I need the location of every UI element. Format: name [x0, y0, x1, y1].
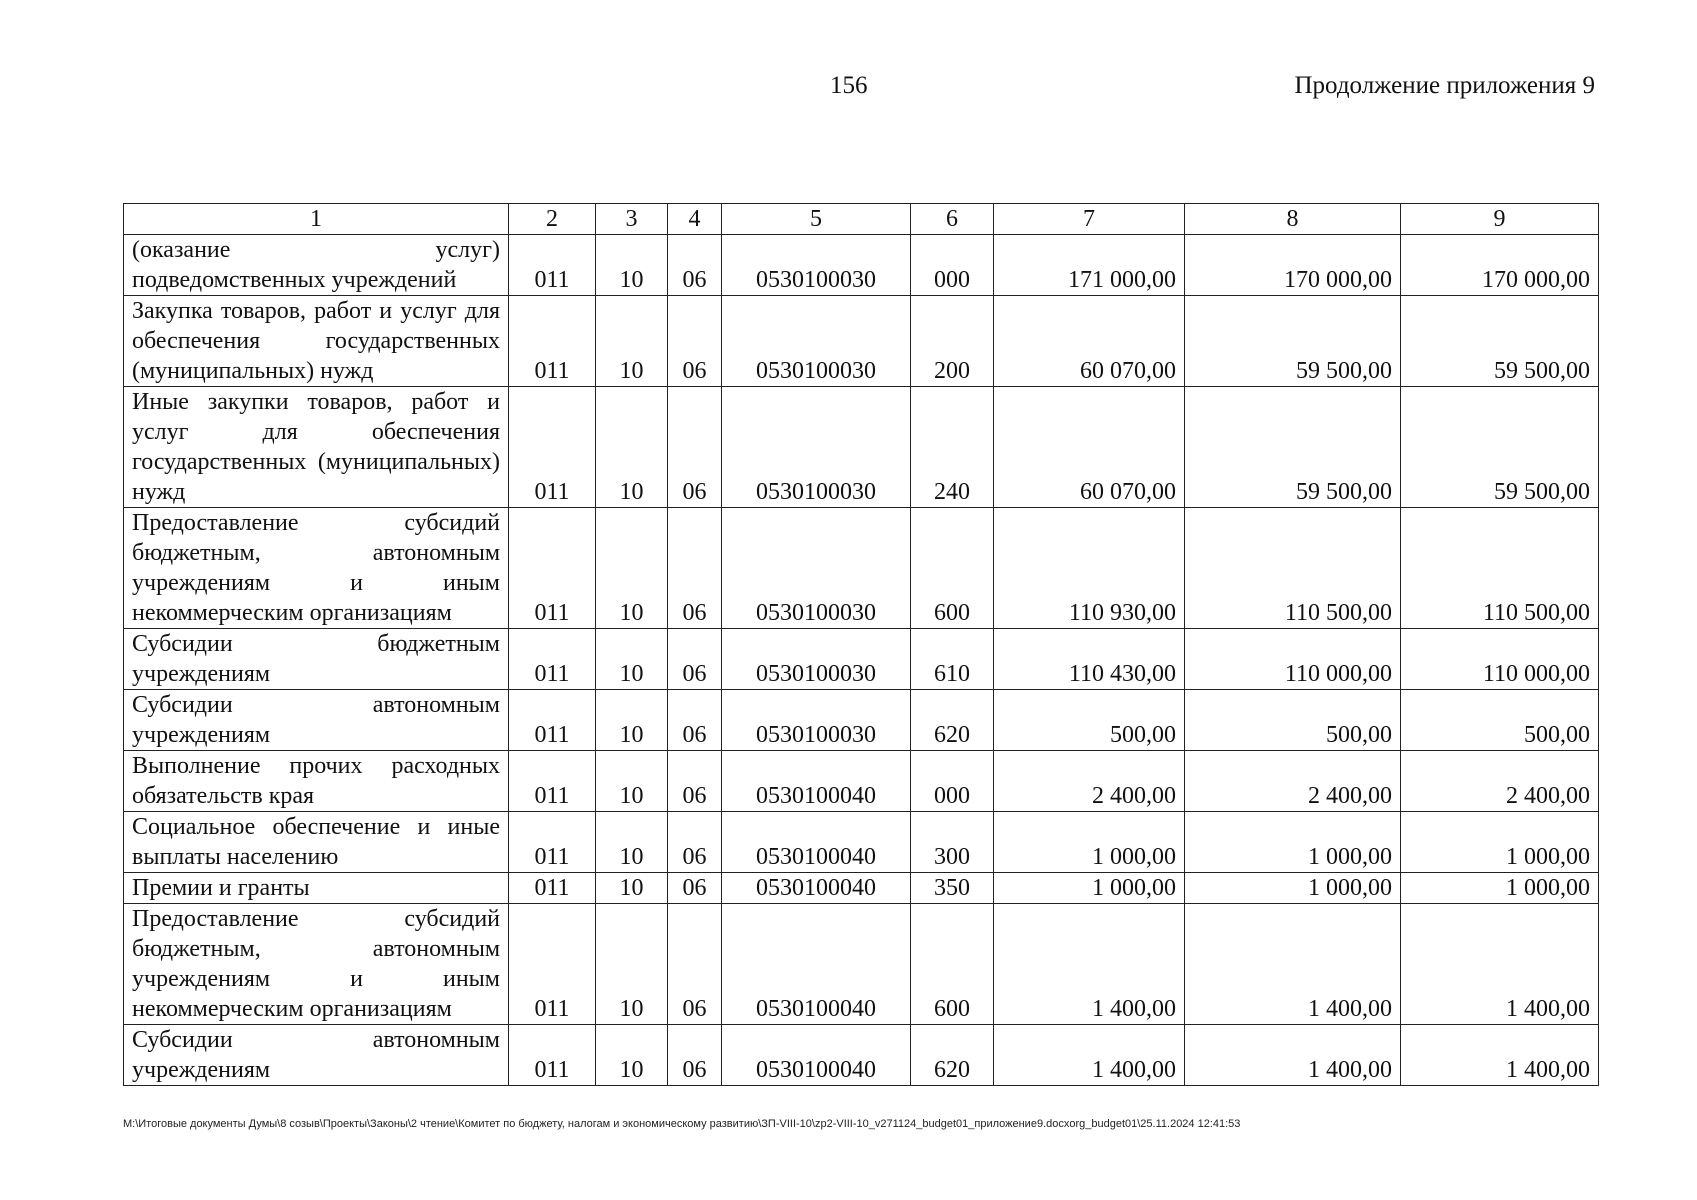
cell-subsection: 06: [668, 873, 722, 904]
cell-amount-8: 500,00: [1185, 690, 1401, 751]
cell-subsection: 06: [668, 387, 722, 508]
column-number-row: [124, 204, 1599, 235]
cell-expense-type: 620: [911, 1025, 994, 1086]
cell-section: 10: [596, 235, 668, 296]
cell-amount-8: 110 000,00: [1185, 629, 1401, 690]
cell-section: 10: [596, 387, 668, 508]
cell-amount-7: 500,00: [994, 690, 1185, 751]
cell-expense-type: 610: [911, 629, 994, 690]
table-row: [124, 387, 1599, 508]
cell-section: 10: [596, 296, 668, 387]
cell-expense-type: 200: [911, 296, 994, 387]
cell-target-article: 0530100040: [722, 812, 911, 873]
cell-section: 10: [596, 1025, 668, 1086]
cell-target-article: 0530100030: [722, 296, 911, 387]
cell-target-article: 0530100040: [722, 1025, 911, 1086]
cell-section: 10: [596, 751, 668, 812]
cell-amount-7: 60 070,00: [994, 387, 1185, 508]
cell-subsection: 06: [668, 296, 722, 387]
column-header: 8: [1185, 204, 1401, 235]
cell-amount-7: 171 000,00: [994, 235, 1185, 296]
cell-amount-9: 59 500,00: [1401, 296, 1599, 387]
cell-amount-8: 1 000,00: [1185, 873, 1401, 904]
table-row: [124, 812, 1599, 873]
cell-expense-type: 600: [911, 508, 994, 629]
cell-amount-9: 59 500,00: [1401, 387, 1599, 508]
cell-expense-type: 350: [911, 873, 994, 904]
cell-section: 10: [596, 508, 668, 629]
table-row: [124, 629, 1599, 690]
cell-amount-7: 1 000,00: [994, 812, 1185, 873]
cell-amount-8: 59 500,00: [1185, 296, 1401, 387]
cell-amount-7: 2 400,00: [994, 751, 1185, 812]
column-header: 1: [124, 204, 509, 235]
cell-amount-7: 1 400,00: [994, 1025, 1185, 1086]
cell-amount-8: 59 500,00: [1185, 387, 1401, 508]
cell-code: 011: [509, 751, 596, 812]
cell-amount-9: 170 000,00: [1401, 235, 1599, 296]
cell-expense-type: 300: [911, 812, 994, 873]
cell-target-article: 0530100040: [722, 751, 911, 812]
cell-amount-9: 1 400,00: [1401, 904, 1599, 1025]
column-header: 3: [596, 204, 668, 235]
cell-amount-8: 170 000,00: [1185, 235, 1401, 296]
table-row: [124, 873, 1599, 904]
row-name: Предоставление субсидий бюджетным, автономным учреждениям и иным некоммерческим организациям: [124, 904, 509, 1025]
cell-code: 011: [509, 690, 596, 751]
cell-section: 10: [596, 690, 668, 751]
cell-target-article: 0530100040: [722, 873, 911, 904]
cell-amount-9: 1 000,00: [1401, 812, 1599, 873]
cell-target-article: 0530100040: [722, 904, 911, 1025]
row-name: Субсидии автономным учреждениям: [124, 1025, 509, 1086]
cell-amount-8: 1 000,00: [1185, 812, 1401, 873]
cell-amount-9: 500,00: [1401, 690, 1599, 751]
cell-code: 011: [509, 296, 596, 387]
table-row: [124, 690, 1599, 751]
cell-code: 011: [509, 387, 596, 508]
cell-code: 011: [509, 235, 596, 296]
row-name: (оказание услуг) подведомственных учреждений: [124, 235, 509, 296]
cell-amount-9: 1 400,00: [1401, 1025, 1599, 1086]
row-name: Иные закупки товаров, работ и услуг для обеспечения государственных (муниципальных) нужд: [124, 387, 509, 508]
cell-amount-9: 1 000,00: [1401, 873, 1599, 904]
cell-expense-type: 000: [911, 751, 994, 812]
cell-subsection: 06: [668, 904, 722, 1025]
row-name: Закупка товаров, работ и услуг для обеспечения государственных (муниципальных) нужд: [124, 296, 509, 387]
cell-code: 011: [509, 812, 596, 873]
cell-code: 011: [509, 1025, 596, 1086]
cell-amount-7: 110 430,00: [994, 629, 1185, 690]
cell-section: 10: [596, 904, 668, 1025]
cell-target-article: 0530100030: [722, 387, 911, 508]
column-header: 2: [509, 204, 596, 235]
row-name: Субсидии автономным учреждениям: [124, 690, 509, 751]
row-name: Предоставление субсидий бюджетным, автономным учреждениям и иным некоммерческим организациям: [124, 508, 509, 629]
cell-target-article: 0530100030: [722, 629, 911, 690]
cell-amount-7: 60 070,00: [994, 296, 1185, 387]
cell-amount-7: 110 930,00: [994, 508, 1185, 629]
cell-target-article: 0530100030: [722, 690, 911, 751]
cell-amount-7: 1 000,00: [994, 873, 1185, 904]
column-header: 9: [1401, 204, 1599, 235]
table-row: [124, 1025, 1599, 1086]
table-row: [124, 235, 1599, 296]
cell-subsection: 06: [668, 235, 722, 296]
cell-expense-type: 000: [911, 235, 994, 296]
column-header: 6: [911, 204, 994, 235]
cell-target-article: 0530100030: [722, 508, 911, 629]
cell-code: 011: [509, 629, 596, 690]
column-header: 4: [668, 204, 722, 235]
table-row: [124, 751, 1599, 812]
cell-section: 10: [596, 873, 668, 904]
cell-amount-7: 1 400,00: [994, 904, 1185, 1025]
column-header: 5: [722, 204, 911, 235]
cell-expense-type: 600: [911, 904, 994, 1025]
cell-amount-9: 2 400,00: [1401, 751, 1599, 812]
table-row: [124, 508, 1599, 629]
cell-subsection: 06: [668, 1025, 722, 1086]
cell-code: 011: [509, 508, 596, 629]
cell-subsection: 06: [668, 629, 722, 690]
cell-subsection: 06: [668, 690, 722, 751]
column-header: 7: [994, 204, 1185, 235]
cell-target-article: 0530100030: [722, 235, 911, 296]
row-name: Премии и гранты: [124, 873, 509, 904]
table-row: [124, 904, 1599, 1025]
file-path-footer: M:\Итоговые документы Думы\8 созыв\Проекты\Законы\2 чтение\Комитет по бюджету, налогам и экономическому развитию\ЗП-VIII-10\zp2-VIII-10_v271124_budget01_приложение9.docxorg_budget01\25.11.2024 12:41:53: [123, 1118, 1241, 1130]
row-name: Социальное обеспечение и иные выплаты населению: [124, 812, 509, 873]
cell-subsection: 06: [668, 508, 722, 629]
cell-subsection: 06: [668, 812, 722, 873]
cell-amount-8: 2 400,00: [1185, 751, 1401, 812]
cell-amount-9: 110 500,00: [1401, 508, 1599, 629]
cell-code: 011: [509, 873, 596, 904]
appendix-title: Продолжение приложения 9: [1294, 72, 1595, 99]
cell-amount-8: 110 500,00: [1185, 508, 1401, 629]
row-name: Выполнение прочих расходных обязательств края: [124, 751, 509, 812]
cell-amount-8: 1 400,00: [1185, 904, 1401, 1025]
cell-section: 10: [596, 629, 668, 690]
cell-amount-9: 110 000,00: [1401, 629, 1599, 690]
page-number: 156: [830, 72, 868, 99]
cell-section: 10: [596, 812, 668, 873]
cell-amount-8: 1 400,00: [1185, 1025, 1401, 1086]
cell-code: 011: [509, 904, 596, 1025]
table-row: [124, 296, 1599, 387]
row-name: Субсидии бюджетным учреждениям: [124, 629, 509, 690]
cell-subsection: 06: [668, 751, 722, 812]
cell-expense-type: 240: [911, 387, 994, 508]
budget-table: [123, 203, 1599, 1086]
cell-expense-type: 620: [911, 690, 994, 751]
